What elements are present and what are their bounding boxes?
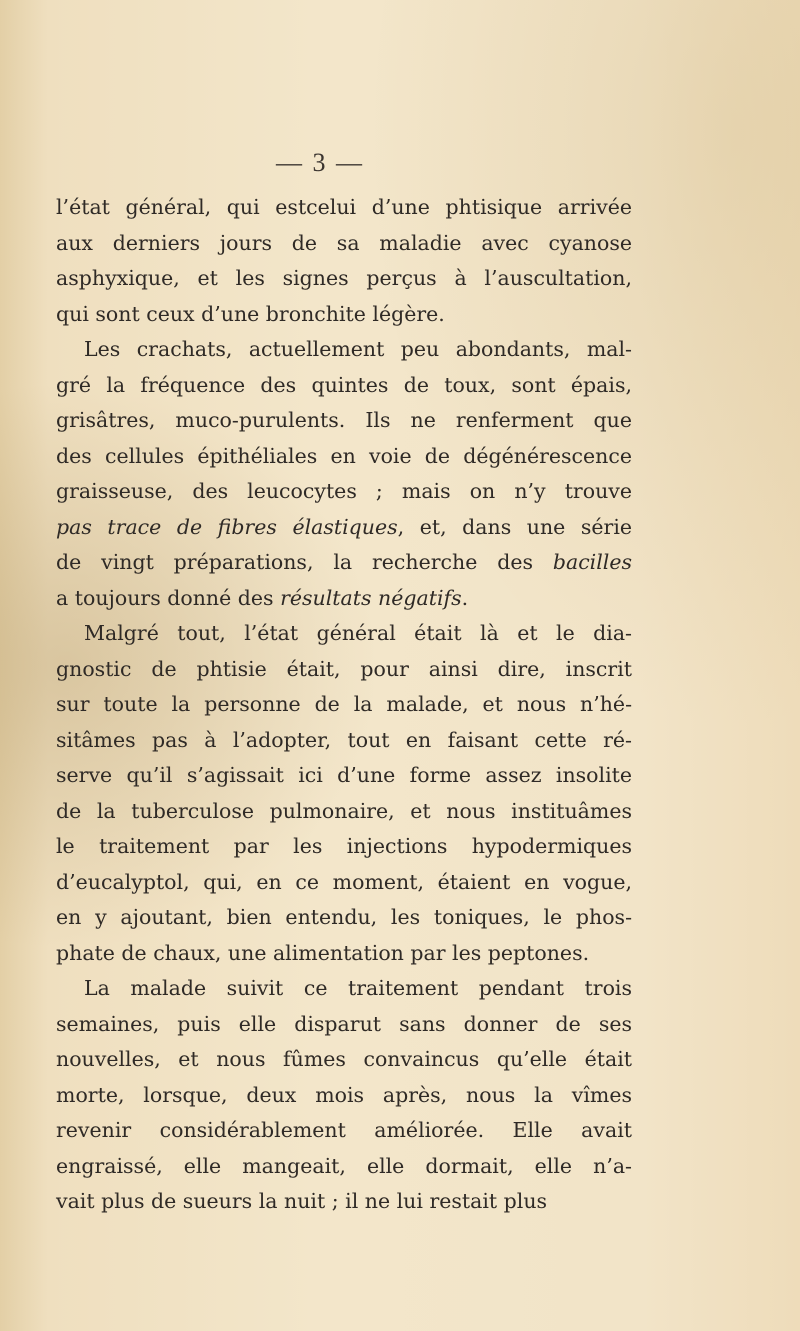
- paragraph: [56, 190, 632, 332]
- paragraph: [56, 616, 632, 971]
- text-line: [56, 1078, 632, 1114]
- text-run: a toujours donné des: [56, 585, 281, 610]
- page-number: — 3 —: [276, 148, 364, 177]
- text-line: [56, 297, 632, 333]
- text-line: [56, 226, 632, 262]
- text-run: de vingt préparations, la recherche des: [56, 550, 553, 574]
- text-run: morte, lorsque, deux mois après, nous la vîmes: [56, 1082, 632, 1107]
- text-line: [56, 794, 632, 830]
- text-line: [56, 1184, 632, 1220]
- text-line: [56, 368, 632, 404]
- paragraph: [56, 332, 632, 616]
- text-run: semaines, puis elle disparut sans donner de ses: [56, 1011, 632, 1036]
- text-line: [56, 1042, 632, 1078]
- text-line: [56, 865, 632, 901]
- text-run: La malade suivit ce traitement pendant trois: [84, 976, 632, 1000]
- body-text: [56, 190, 632, 1220]
- text-line: [56, 971, 632, 1007]
- text-line: [56, 1149, 632, 1185]
- text-run: Les crachats, actuellement peu abondants, mal-: [84, 337, 632, 361]
- text-run: engraissé, elle mangeait, elle dormait, elle n’a-: [56, 1153, 632, 1178]
- text-run: .: [461, 585, 469, 610]
- text-line: [56, 936, 632, 972]
- text-run: serve qu’il s’agissait ici d’une forme assez insolite: [56, 763, 632, 787]
- text-run: nouvelles, et nous fûmes convaincus qu’elle était: [56, 1047, 632, 1071]
- text-line: [56, 510, 632, 546]
- text-run: des cellules épithéliales en voie de dégénérescence: [56, 443, 632, 468]
- text-run: gnostic de phtisie était, pour ainsi dire, inscrit: [56, 656, 632, 681]
- text-run: grisâtres, muco-purulents. Ils ne renferment que: [56, 408, 632, 432]
- text-run: gré la fréquence des quintes de toux, sont épais,: [56, 372, 632, 397]
- italic-run: pas trace de fibres élastiques: [56, 514, 398, 539]
- text-run: phate de chaux, une alimentation par les peptones.: [56, 940, 590, 965]
- text-run: revenir considérablement améliorée. Elle avait: [56, 1118, 632, 1142]
- italic-run: bacilles: [552, 550, 632, 574]
- italic-run: résultats négatifs: [280, 585, 462, 610]
- text-run: qui sont ceux d’une bronchite légère.: [56, 301, 445, 326]
- text-line: [56, 829, 632, 865]
- text-run: en y ajoutant, bien entendu, les toniques, le phos-: [56, 905, 632, 929]
- text-line: [56, 687, 632, 723]
- text-line: [56, 332, 632, 368]
- text-run: l’état général, qui estcelui d’une phtisique arrivée: [56, 195, 632, 219]
- text-line: [56, 190, 632, 226]
- paragraph: [56, 971, 632, 1220]
- text-run: de la tuberculose pulmonaire, et nous instituâmes: [56, 798, 632, 823]
- text-line: [56, 403, 632, 439]
- text-line: [56, 723, 632, 759]
- text-run: , et, dans une série: [397, 514, 633, 539]
- text-line: [56, 900, 632, 936]
- text-line: [56, 474, 632, 510]
- text-run: graisseuse, des leucocytes ; mais on n’y trouve: [56, 479, 632, 503]
- text-run: sur toute la personne de la malade, et nous n’hé-: [56, 692, 632, 716]
- text-run: asphyxique, et les signes perçus à l’auscultation,: [56, 266, 632, 290]
- text-run: d’eucalyptol, qui, en ce moment, étaient en vogue,: [56, 869, 632, 894]
- text-line: [56, 439, 632, 475]
- text-run: Malgré tout, l’état général était là et le dia-: [84, 621, 632, 645]
- text-run: le traitement par les injections hypodermiques: [56, 834, 632, 858]
- text-line: [56, 1007, 632, 1043]
- text-line: [56, 758, 632, 794]
- text-run: sitâmes pas à l’adopter, tout en faisant cette ré-: [56, 727, 632, 752]
- text-run: vait plus de sueurs la nuit ; il ne lui restait plus: [56, 1189, 548, 1213]
- text-line: [56, 545, 632, 581]
- text-line: [56, 616, 632, 652]
- text-line: [56, 1113, 632, 1149]
- text-line: [56, 652, 632, 688]
- text-run: aux derniers jours de sa maladie avec cyanose: [56, 230, 632, 255]
- text-line: [56, 581, 632, 617]
- text-line: [56, 261, 632, 297]
